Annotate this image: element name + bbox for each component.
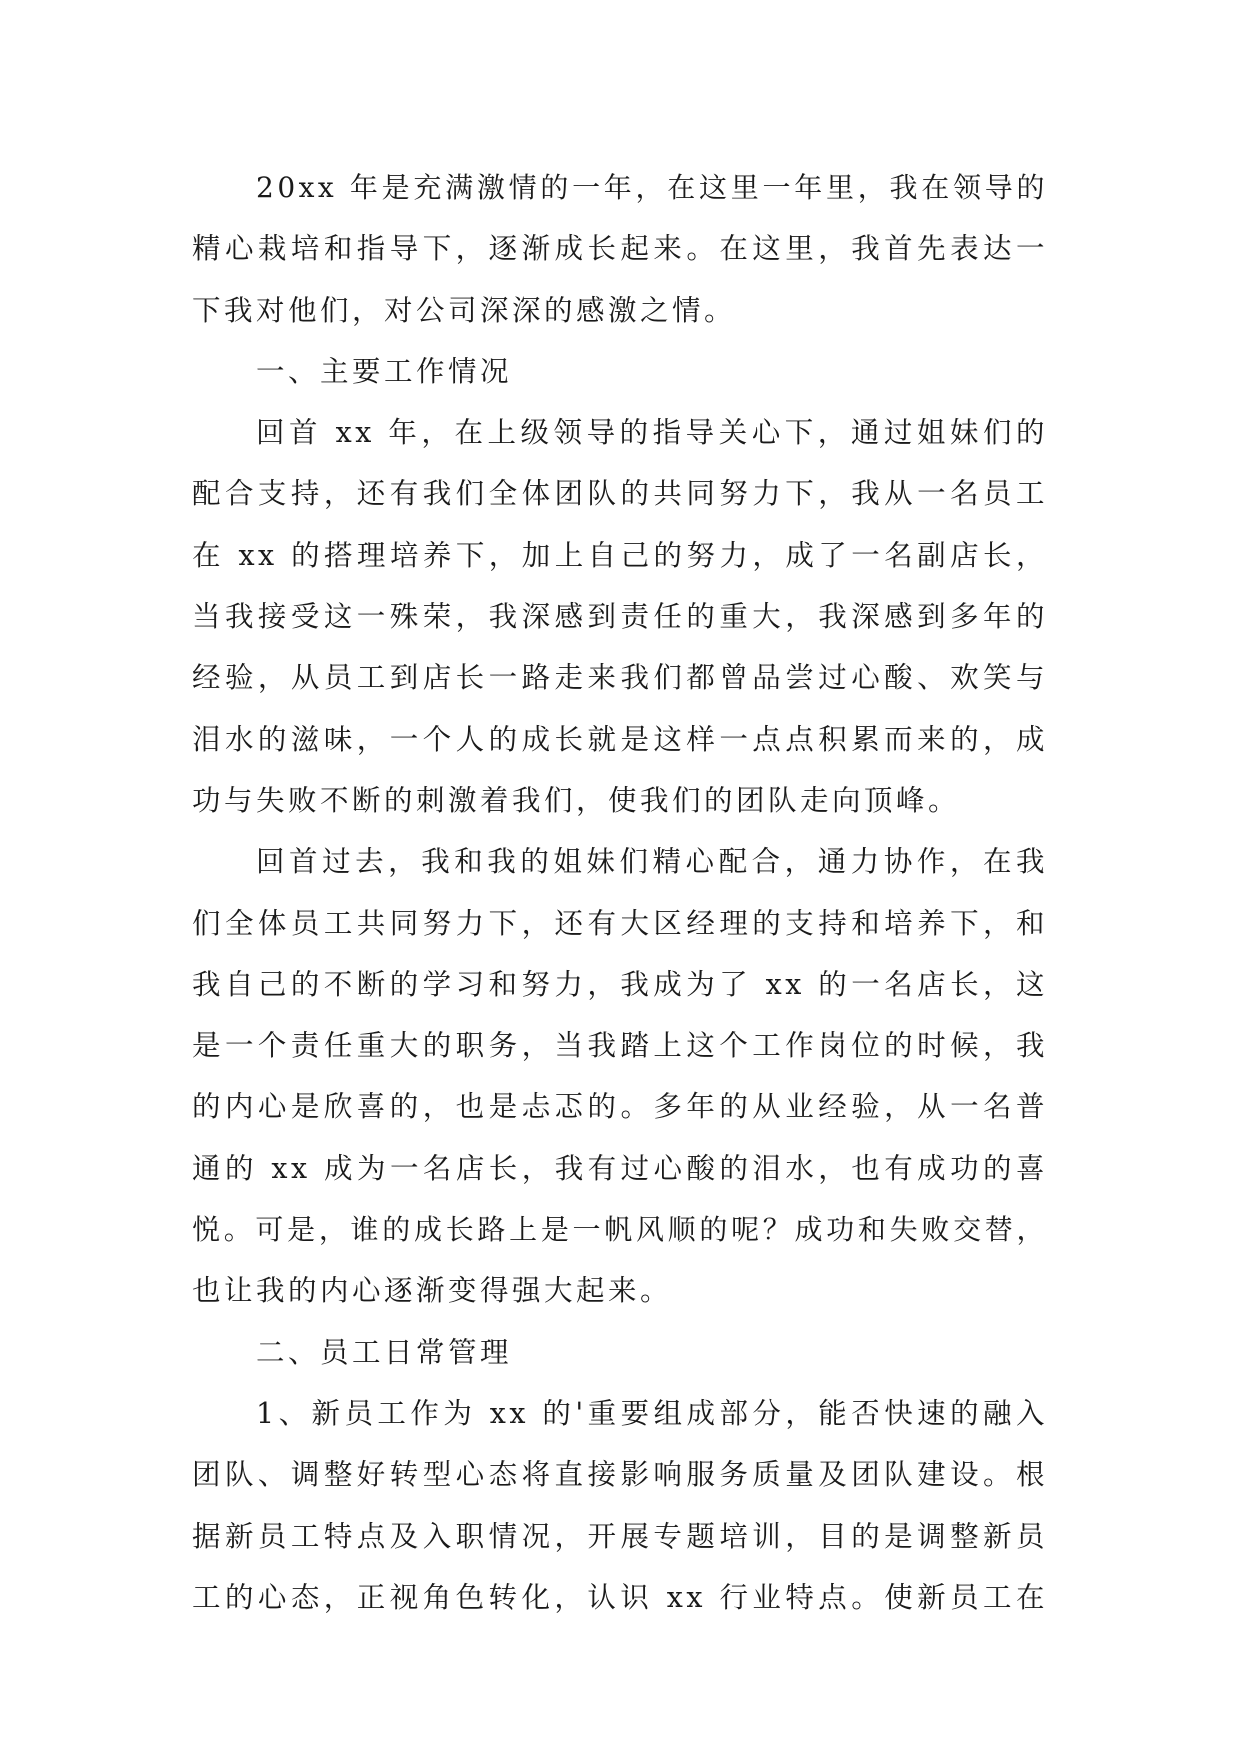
body-line: 我自己的不断的学习和努力，我成为了 xx 的一名店长，这 <box>192 967 1048 1001</box>
document-body <box>192 157 1048 1628</box>
body-line: 在 xx 的搭理培养下，加上自己的努力，成了一名副店长， <box>192 538 1048 572</box>
body-line: 据新员工特点及入职情况，开展专题培训，目的是调整新员 <box>192 1519 1048 1553</box>
body-line: 是一个责任重大的职务，当我踏上这个工作岗位的时候，我 <box>192 1029 1048 1063</box>
body-line: 的内心是欣喜的，也是忐忑的。多年的从业经验，从一名普 <box>192 1090 1048 1124</box>
body-line: 工的心态，正视角色转化，认识 xx 行业特点。使新员工在 <box>192 1580 1048 1614</box>
body-line: 们全体员工共同努力下，还有大区经理的支持和培养下，和 <box>192 906 1048 940</box>
body-line: 配合支持，还有我们全体团队的共同努力下，我从一名员工 <box>192 477 1048 511</box>
section-heading: 一、主要工作情况 <box>256 354 513 388</box>
body-line: 泪水的滋味，一个人的成长就是这样一点点积累而来的，成 <box>192 722 1048 756</box>
body-line: 当我接受这一殊荣，我深感到责任的重大，我深感到多年的 <box>192 600 1048 634</box>
body-line: 精心栽培和指导下，逐渐成长起来。在这里，我首先表达一 <box>192 232 1048 266</box>
body-line: 经验，从员工到店长一路走来我们都曾品尝过心酸、欢笑与 <box>192 661 1048 695</box>
body-line: 功与失败不断的刺激着我们，使我们的团队走向顶峰。 <box>192 783 961 817</box>
body-line: 下我对他们，对公司深深的感激之情。 <box>192 293 737 327</box>
section-heading: 二、员工日常管理 <box>256 1335 513 1369</box>
body-line: 回首 xx 年，在上级领导的指导关心下，通过姐妹们的 <box>256 416 1048 450</box>
body-line: 回首过去，我和我的姐妹们精心配合，通力协作，在我 <box>256 845 1048 879</box>
body-line: 悦。可是，谁的成长路上是一帆风顺的呢？成功和失败交替， <box>192 1213 1048 1247</box>
body-line: 也让我的内心逐渐变得强大起来。 <box>192 1274 673 1308</box>
body-line: 通的 xx 成为一名店长，我有过心酸的泪水，也有成功的喜 <box>192 1151 1048 1185</box>
body-line: 1、新员工作为 xx 的'重要组成部分，能否快速的融入 <box>256 1396 1048 1430</box>
body-line: 20xx 年是充满激情的一年，在这里一年里，我在领导的 <box>256 171 1048 204</box>
body-line: 团队、调整好转型心态将直接影响服务质量及团队建设。根 <box>192 1458 1048 1492</box>
